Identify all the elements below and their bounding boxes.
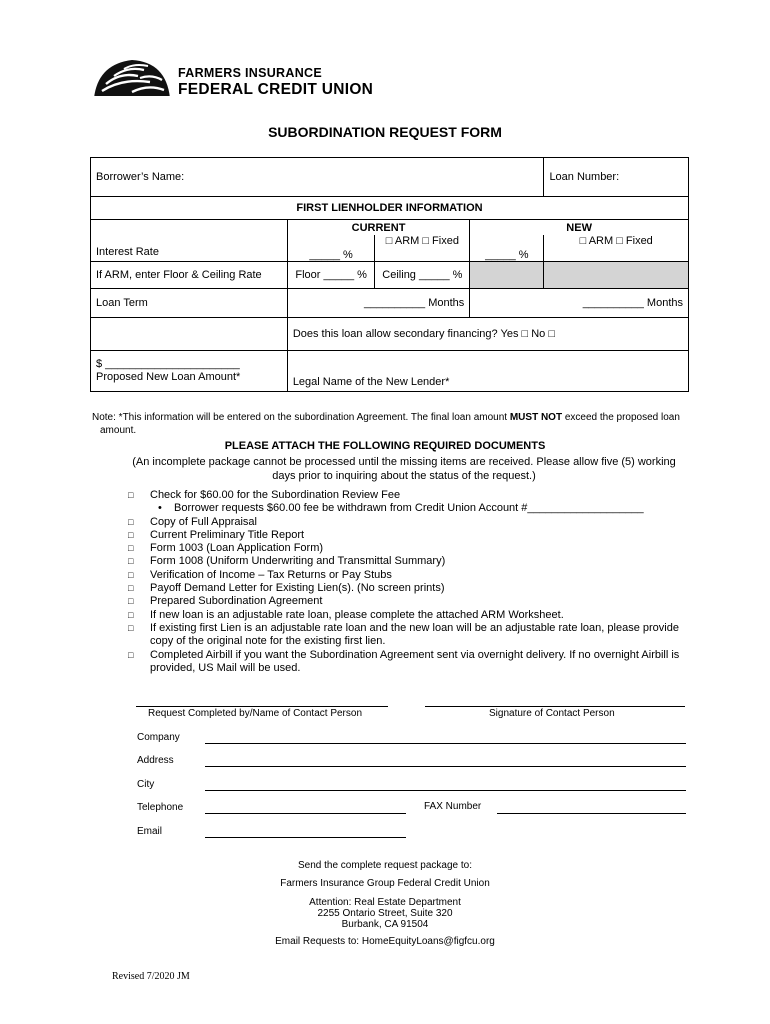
completed-by-label: Request Completed by/Name of Contact Person (148, 708, 362, 719)
list-item: □ Current Preliminary Title Report (128, 528, 305, 541)
checkbox[interactable]: □ (128, 596, 134, 607)
proposed-amount-field[interactable] (91, 351, 288, 392)
blank-cell (91, 318, 288, 351)
list-item: □ Prepared Subordination Agreement (128, 595, 323, 608)
proposed-amount-label: Proposed New Loan Amount* (96, 371, 241, 383)
fcu-logo (92, 54, 392, 102)
note-prefix: Note: *This information will be entered on the subordination Agreement. The final loan amount (92, 412, 510, 423)
send-to: Send the complete request package to: (297, 860, 472, 871)
company-label: Company (137, 732, 180, 743)
list-item: □ Verification of Income – Tax Returns or Pay Stubs (128, 568, 392, 581)
required-heading: PLEASE ATTACH THE FOLLOWING REQUIRED DOCUMENTS (224, 440, 546, 452)
floor-rate-field[interactable]: Floor _____ % (287, 262, 375, 289)
amount-blank: $ ______________________ (96, 358, 240, 370)
loan-term-label: Loan Term (91, 289, 288, 318)
city-label: City (137, 779, 155, 790)
checkbox[interactable]: □ (128, 649, 134, 660)
city-line[interactable] (205, 790, 686, 791)
address-line[interactable] (205, 766, 686, 767)
list-item: □ Completed Airbill if you want the Subordination Agreement sent via overnight delivery. If no overnight Airbill is provided, US Mail will be used. (128, 648, 680, 674)
checkbox[interactable]: □ (128, 583, 134, 594)
email-label: Email (137, 826, 163, 837)
checkbox[interactable]: □ (128, 543, 134, 554)
current-header: CURRENT (287, 220, 469, 236)
telephone-line[interactable] (205, 813, 406, 814)
note-suffix: exceed the proposed loan (562, 412, 680, 423)
new-rate-field[interactable]: _____ % (470, 235, 544, 262)
borrower-name-field[interactable] (91, 158, 544, 197)
borrower-name-label: Borrower’s Name: (96, 171, 185, 183)
form-title: SUBORDINATION REQUEST FORM (268, 124, 502, 140)
city-state: Burbank, CA 91504 (341, 919, 429, 930)
address-label: Address (137, 755, 174, 766)
checkbox[interactable]: □ (128, 490, 134, 500)
logo-line-1: FARMERS INSURANCE (178, 66, 322, 80)
signature-line[interactable] (425, 706, 685, 707)
signature-label: Signature of Contact Person (489, 708, 615, 719)
checkbox[interactable]: □ (128, 569, 134, 580)
arm-floor-ceiling-label: If ARM, enter Floor & Ceiling Rate (91, 262, 288, 289)
current-rate-field[interactable]: _____ % (287, 235, 375, 262)
secondary-financing-question[interactable]: Does this loan allow secondary financing? Yes □ No □ (287, 318, 688, 351)
loan-number-label: Loan Number: (549, 171, 620, 183)
list-item: □ If existing first Lien is an adjustable rate loan and the new loan will be an adjustable rate loan, please provide copy of the original note for the existing first lien. (128, 621, 679, 648)
required-subheading: (An incomplete package cannot be processed until the missing items are received. Please allow five (5) working days prior to inquiring about the status of the request.) (132, 456, 676, 482)
checkbox[interactable]: □ (128, 529, 134, 540)
completed-by-line[interactable] (136, 706, 388, 707)
street: 2255 Ontario Street, Suite 320 (317, 908, 453, 919)
revision-note: Revised 7/2020 JM (112, 971, 190, 982)
company-line[interactable] (205, 743, 686, 744)
checkbox[interactable]: □ (128, 622, 134, 633)
bullet: • (158, 502, 162, 515)
new-header: NEW (470, 220, 689, 236)
checkbox[interactable]: □ (128, 609, 134, 620)
lienholder-table (90, 157, 689, 392)
fax-line[interactable] (497, 813, 686, 814)
new-arm-fixed-checkboxes[interactable]: □ ARM □ Fixed (544, 235, 689, 262)
note-bold: MUST NOT (509, 412, 563, 423)
list-item: □ Copy of Full Appraisal (128, 515, 257, 528)
new-lender-label: Legal Name of the New Lender* (292, 376, 450, 388)
logo-line-2: FEDERAL CREDIT UNION (178, 81, 374, 98)
new-term-field[interactable]: __________ Months (470, 289, 689, 318)
new-lender-field[interactable] (287, 351, 688, 392)
list-subitem: • Borrower requests $60.00 fee be withdrawn from Credit Union Account #___________________ (158, 502, 644, 515)
checkbox[interactable]: □ (128, 556, 134, 567)
current-term-field[interactable]: __________ Months (287, 289, 469, 318)
attention: Attention: Real Estate Department (309, 897, 461, 908)
current-arm-fixed-checkboxes[interactable]: □ ARM □ Fixed (375, 235, 470, 262)
list-item: □ Check for $60.00 for the Subordination Review Fee (128, 489, 401, 501)
ceiling-rate-field[interactable]: Ceiling _____ % (375, 262, 470, 289)
note (92, 411, 692, 437)
list-item: □ Payoff Demand Letter for Existing Lien(s). (No screen prints) (128, 582, 445, 595)
checkbox[interactable]: □ (128, 516, 134, 527)
sun-waves-logo-icon (92, 54, 172, 100)
loan-number-field[interactable] (544, 158, 689, 197)
list-item: □ Form 1008 (Uniform Underwriting and Transmittal Summary) (128, 555, 446, 568)
email-requests: Email Requests to: HomeEquityLoans@figfcu.org (275, 936, 495, 947)
org-name: Farmers Insurance Group Federal Credit Union (280, 878, 490, 889)
new-ceiling-shaded (544, 262, 689, 289)
note-line-2: amount. (100, 425, 137, 436)
list-item: □ Form 1003 (Loan Application Form) (128, 542, 324, 555)
section-title: FIRST LIENHOLDER INFORMATION (91, 197, 689, 220)
required-checklist (128, 489, 698, 675)
interest-rate-label: Interest Rate (91, 220, 288, 262)
email-line[interactable] (205, 837, 406, 838)
telephone-label: Telephone (137, 802, 184, 813)
list-item: □ If new loan is an adjustable rate loan, please complete the attached ARM Worksheet. (128, 608, 564, 621)
fax-label: FAX Number (424, 801, 482, 812)
new-floor-shaded (470, 262, 544, 289)
